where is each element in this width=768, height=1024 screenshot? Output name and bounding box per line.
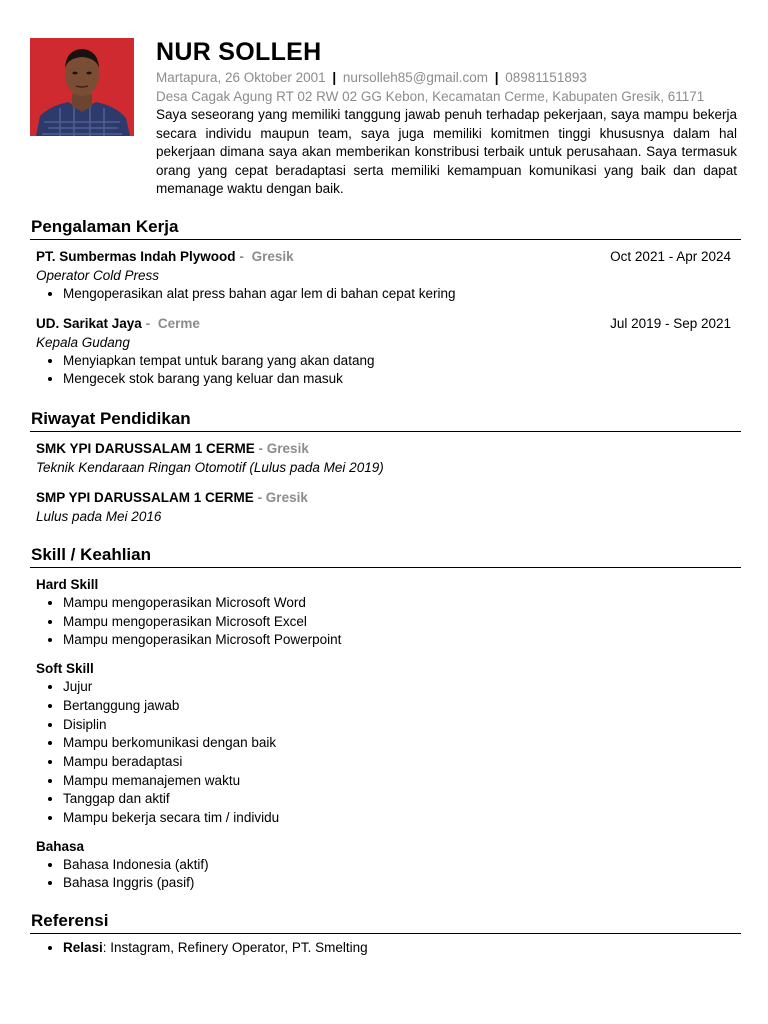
skill-list bbox=[36, 594, 731, 650]
dash: - bbox=[145, 315, 151, 331]
contact-line bbox=[156, 68, 737, 87]
separator: | bbox=[332, 70, 337, 85]
education-detail: Teknik Kendaraan Ringan Otomotif (Lulus pada Mei 2019) bbox=[36, 460, 384, 475]
education-entry bbox=[30, 488, 741, 526]
education-entry bbox=[30, 439, 741, 477]
profile-summary: Saya seseorang yang memiliki tanggung jawab penuh terhadap pekerjaan, saya mampu bekerja secara individu maupun team, saya juga memiliki komitmen tinggi khususnya dalam hal pekerjaan dimana saya akan memberikan konstribusi terbaik untuk perusahaan. Saya termasuk orang yang cepat beradaptasi serta memiliki kemampuan komunikasi yang baik dan dapat memanage waktu dengan baik. bbox=[156, 107, 737, 196]
skill-group bbox=[30, 575, 741, 650]
list-item bbox=[63, 939, 731, 958]
section-title: Skill / Keahlian bbox=[30, 544, 741, 568]
task-list bbox=[36, 352, 731, 389]
birth-info: Martapura, 26 Oktober 2001 bbox=[156, 70, 326, 85]
skill-group bbox=[30, 659, 741, 828]
skill-group-title: Soft Skill bbox=[36, 661, 94, 677]
list-item: • Mampu mengoperasikan Microsoft Excel bbox=[63, 613, 731, 632]
school-location: - Gresik bbox=[257, 490, 308, 505]
entry-header bbox=[36, 488, 731, 507]
entry-header bbox=[36, 439, 731, 458]
list-item: • Mampu mengoperasikan Microsoft Word bbox=[63, 594, 731, 613]
resume-header bbox=[156, 36, 737, 199]
school-location: - Gresik bbox=[258, 441, 309, 456]
section-title: Riwayat Pendidikan bbox=[30, 408, 741, 432]
work-period: Oct 2021 - Apr 2024 bbox=[610, 249, 731, 264]
skill-group-title: Hard Skill bbox=[36, 577, 99, 592]
task-list bbox=[36, 285, 731, 304]
list-item: • Bahasa Indonesia (aktif) bbox=[63, 856, 731, 875]
experience-section bbox=[30, 216, 741, 389]
company-name: PT. Sumbermas Indah Plywood bbox=[36, 249, 236, 264]
separator: | bbox=[494, 70, 499, 85]
list-item: • Jujur bbox=[63, 678, 731, 697]
reference-entry bbox=[30, 939, 741, 958]
reference-label: Relasi bbox=[63, 940, 103, 955]
dash: - bbox=[239, 249, 244, 264]
list-item: • Mampu beradaptasi bbox=[63, 753, 731, 772]
reference-list bbox=[36, 939, 731, 958]
school-name: SMP YPI DARUSSALAM 1 CERME bbox=[36, 490, 254, 505]
list-item: • Mengecek stok barang yang keluar dan masuk bbox=[63, 370, 731, 389]
skill-group-title: Bahasa bbox=[36, 838, 85, 854]
address-text: Desa Cagak Agung RT 02 RW 02 GG Kebon, Kecamatan Cerme, Kabupaten Gresik, 61171 bbox=[156, 89, 705, 104]
list-item: • Menyiapkan tempat untuk barang yang akan datang bbox=[63, 352, 731, 371]
list-item: • Bertanggung jawab bbox=[63, 697, 731, 716]
education-detail: Lulus pada Mei 2016 bbox=[36, 509, 162, 524]
email-text: nursolleh85@gmail.com bbox=[342, 70, 488, 85]
experience-entry bbox=[30, 247, 741, 304]
reference-text: : Instagram, Refinery Operator, PT. Smelting bbox=[102, 940, 368, 955]
list-item: • Bahasa Inggris (pasif) bbox=[63, 874, 731, 893]
list-item: • Disiplin bbox=[63, 716, 731, 735]
list-item: • Mampu bekerja secara tim / individu bbox=[63, 809, 731, 828]
section-title: Referensi bbox=[30, 910, 741, 934]
entry-header bbox=[36, 247, 731, 266]
phone-text: 08981151893 bbox=[505, 70, 587, 85]
person-silhouette-icon bbox=[30, 38, 134, 136]
section-title: Pengalaman Kerja bbox=[30, 216, 741, 240]
work-period: Jul 2019 - Sep 2021 bbox=[610, 315, 731, 331]
list-item: • Tanggap dan aktif bbox=[63, 790, 731, 809]
education-section bbox=[30, 408, 741, 526]
list-item: • Mampu mengoperasikan Microsoft Powerpoint bbox=[63, 631, 731, 650]
candidate-name: NUR SOLLEH bbox=[156, 38, 322, 66]
job-role: Operator Cold Press bbox=[36, 268, 160, 283]
skills-section bbox=[30, 544, 741, 893]
company-location: Cerme bbox=[157, 315, 200, 331]
skill-list bbox=[36, 856, 731, 893]
entry-header bbox=[36, 314, 731, 333]
skill-list bbox=[36, 678, 731, 828]
reference-section bbox=[30, 910, 741, 958]
list-item: • Mampu memanajemen waktu bbox=[63, 772, 731, 791]
profile-photo bbox=[30, 38, 134, 136]
job-role: Kepala Gudang bbox=[36, 334, 130, 350]
school-name: SMK YPI DARUSSALAM 1 CERME bbox=[36, 441, 255, 456]
company-name: UD. Sarikat Jaya bbox=[36, 315, 142, 331]
skill-group bbox=[30, 837, 741, 893]
list-item: • Mengoperasikan alat press bahan agar lem di bahan cepat kering bbox=[63, 285, 731, 304]
list-item: • Mampu berkomunikasi dengan baik bbox=[63, 734, 731, 753]
experience-entry bbox=[30, 314, 741, 389]
company-location: Gresik bbox=[251, 249, 294, 264]
